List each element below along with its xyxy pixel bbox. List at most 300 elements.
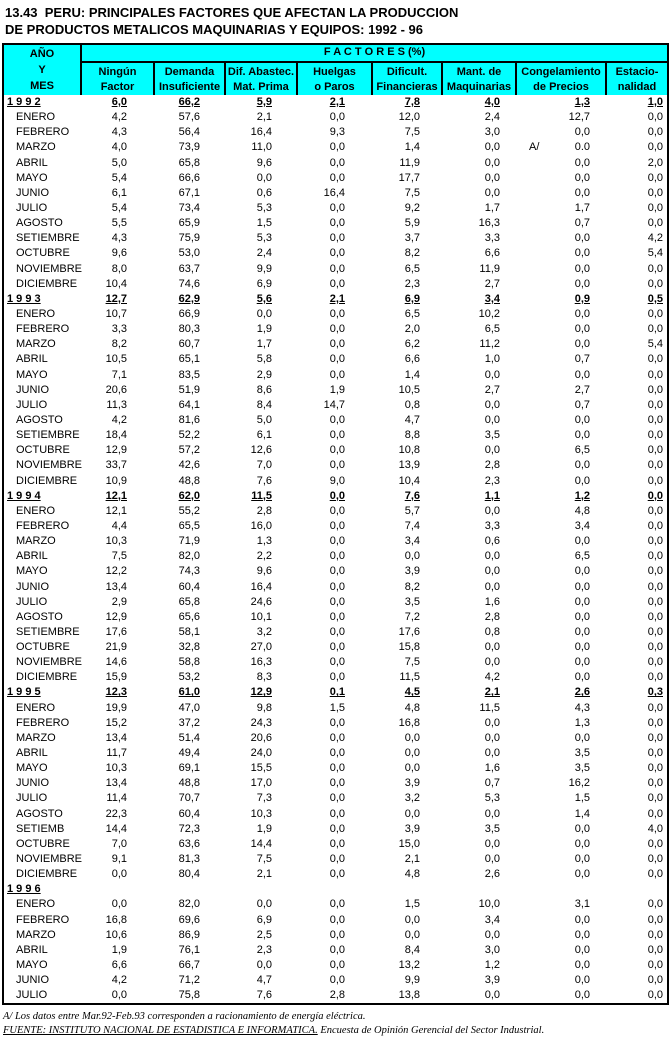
footnote-marker: A/ (529, 141, 540, 154)
value-cell: 0,0 (329, 262, 345, 275)
value-cell: 4,7 (404, 413, 420, 426)
value-cell: 6,6 (484, 247, 500, 260)
value-cell: 0,0 (404, 928, 420, 941)
value-cell: 7,6 (256, 474, 272, 487)
value-cell: 10,4 (398, 474, 420, 487)
value-cell: 0,0 (574, 277, 590, 290)
row-label: OCTUBRE (16, 247, 70, 260)
row-label: OCTUBRE (16, 837, 70, 850)
value-cell: 1,4 (574, 807, 590, 820)
value-cell: 7,5 (404, 656, 420, 669)
value-cell: 0,0 (647, 641, 663, 654)
row-label: NOVIEMBRE (16, 656, 82, 669)
value-cell: 6,2 (404, 338, 420, 351)
row-label: MARZO (16, 535, 56, 548)
value-cell: 8,0 (111, 262, 127, 275)
value-cell: 6,9 (256, 277, 272, 290)
value-cell: 2,4 (256, 247, 272, 260)
value-cell: 0,8 (404, 398, 420, 411)
value-cell: 4,2 (484, 671, 500, 684)
value-cell: 69,1 (178, 762, 200, 775)
value-cell: 5,4 (111, 171, 127, 184)
value-cell: 0,0 (484, 504, 500, 517)
value-cell: 2,8 (484, 459, 500, 472)
value-cell: 2,0 (647, 156, 663, 169)
value-cell: 86,9 (178, 928, 200, 941)
header-year-line: AÑO (29, 48, 55, 60)
value-cell: 0,0 (484, 413, 500, 426)
table-row (4, 776, 667, 791)
value-cell: 0,0 (329, 565, 345, 578)
value-cell: 4,2 (111, 413, 127, 426)
value-cell: 9,1 (111, 853, 127, 866)
row-label: MARZO (16, 141, 56, 154)
table-row (4, 655, 667, 670)
value-cell: 5,3 (256, 232, 272, 245)
value-cell: 66,7 (178, 959, 200, 972)
value-cell: 0,6 (484, 535, 500, 548)
table-row (4, 428, 667, 443)
value-cell: 5,4 (647, 247, 663, 260)
value-cell: 10,9 (105, 474, 127, 487)
value-cell: 0,0 (647, 459, 663, 472)
value-cell: 5,4 (647, 338, 663, 351)
table-row (4, 716, 667, 731)
value-cell: 0,0 (329, 429, 345, 442)
value-cell: 1,5 (256, 217, 272, 230)
row-label: 1 9 9 4 (7, 489, 41, 502)
value-cell: 3,3 (111, 323, 127, 336)
table-row (4, 140, 667, 155)
value-cell: 0,0 (111, 898, 127, 911)
value-cell: 7,1 (111, 368, 127, 381)
value-cell: 2,1 (404, 853, 420, 866)
value-cell: 0,0 (574, 474, 590, 487)
value-cell: 0,0 (256, 171, 272, 184)
table-row (4, 337, 667, 352)
value-cell: 0,0 (484, 656, 500, 669)
table-row (4, 761, 667, 776)
value-cell: 2,1 (329, 96, 345, 108)
row-label: NOVIEMBRE (16, 262, 82, 275)
value-cell: 0,0 (647, 974, 663, 987)
value-cell: 5,0 (256, 413, 272, 426)
value-cell: 0,0 (329, 913, 345, 926)
table-row (4, 807, 667, 822)
value-cell: 8,4 (256, 398, 272, 411)
table-title (0, 0, 671, 38)
value-cell: 69,6 (178, 913, 200, 926)
value-cell: 15,5 (250, 762, 272, 775)
value-cell: 0,0 (574, 989, 590, 1002)
value-cell: 51,9 (178, 383, 200, 396)
value-cell: 1,9 (256, 822, 272, 835)
value-cell: 1,2 (484, 959, 500, 972)
value-cell: 16,8 (105, 913, 127, 926)
value-cell: 10,5 (105, 353, 127, 366)
value-cell: 48,8 (178, 474, 200, 487)
value-cell: 49,4 (178, 747, 200, 760)
value-cell: 5,3 (484, 792, 500, 805)
value-cell: 48,8 (178, 777, 200, 790)
value-cell: 7,5 (256, 853, 272, 866)
value-cell: 0,0 (329, 368, 345, 381)
value-cell: 6,9 (256, 913, 272, 926)
value-cell: 7,5 (404, 126, 420, 139)
value-cell: 2,8 (484, 610, 500, 623)
value-cell: 0,0 (574, 610, 590, 623)
value-cell: 8,8 (404, 429, 420, 442)
table-header (4, 45, 667, 95)
value-cell: 0,0 (329, 171, 345, 184)
value-cell: 1,4 (404, 368, 420, 381)
value-cell: 0,0 (647, 807, 663, 820)
value-cell: 60,4 (178, 580, 200, 593)
header-column-4 (298, 63, 373, 95)
table-row (4, 701, 667, 716)
header-column-line: Demanda (164, 65, 215, 78)
value-cell: 10,0 (478, 898, 500, 911)
value-cell: 1,9 (329, 383, 345, 396)
value-cell: 33,7 (105, 459, 127, 472)
value-cell (517, 882, 607, 897)
value-cell: 0,0 (574, 868, 590, 881)
value-cell: 7,3 (256, 792, 272, 805)
value-cell: 12,1 (105, 489, 127, 502)
value-cell: 18,4 (105, 429, 127, 442)
title-line-2: DE PRODUCTOS METALICOS MAQUINARIAS Y EQUIPOS: 1992 - 96 (5, 22, 424, 37)
value-cell: 0,0 (647, 731, 663, 744)
table-row (4, 443, 667, 458)
value-cell: 3,4 (484, 292, 500, 305)
value-cell: 0,3 (647, 686, 663, 699)
table-row (4, 383, 667, 398)
row-label: JULIO (16, 398, 48, 411)
footnotes (3, 1010, 671, 1038)
table-row (4, 670, 667, 685)
value-cell: 83,5 (178, 368, 200, 381)
value-cell: 0,0 (647, 519, 663, 532)
value-cell: 10,1 (250, 610, 272, 623)
row-label: MARZO (16, 731, 56, 744)
value-cell: 9,6 (111, 247, 127, 260)
value-cell: 9,2 (404, 201, 420, 214)
value-cell: 0,0 (574, 928, 590, 941)
header-column-line: Congelamiento (521, 65, 601, 78)
value-cell: 16,3 (478, 217, 500, 230)
row-label: FEBRERO (16, 126, 70, 139)
value-cell: 0,0 (647, 762, 663, 775)
value-cell: 11,5 (399, 671, 420, 684)
value-cell: 10,3 (105, 762, 127, 775)
value-cell: 52,2 (178, 429, 200, 442)
value-cell: 0,0 (329, 519, 345, 532)
value-cell: 0,9 (574, 292, 590, 305)
table-row (4, 746, 667, 761)
value-cell: 0,0 (647, 307, 663, 320)
value-cell: 0,0 (647, 837, 663, 850)
value-cell (373, 882, 443, 897)
value-cell: 5,7 (404, 504, 420, 517)
value-cell: 56,4 (178, 126, 200, 139)
header-factors-group (82, 45, 667, 95)
value-cell: 15,0 (398, 837, 420, 850)
value-cell: 10,6 (105, 928, 127, 941)
value-cell: 0,0 (329, 943, 345, 956)
value-cell: 0,0 (404, 913, 420, 926)
value-cell (298, 882, 373, 897)
value-cell: 7,5 (404, 186, 420, 199)
value-cell: 0,0 (647, 853, 663, 866)
row-label: ABRIL (16, 943, 48, 956)
value-cell: 0,0 (329, 656, 345, 669)
row-label: ENERO (16, 701, 56, 714)
row-label: ENERO (16, 898, 56, 911)
value-cell: 0,0 (574, 595, 590, 608)
row-label: MARZO (16, 928, 56, 941)
value-cell: 1,2 (574, 489, 590, 502)
value-cell: 12,1 (105, 504, 127, 517)
table-row (4, 610, 667, 625)
value-cell: 1,5 (574, 792, 590, 805)
value-cell: 57,6 (178, 111, 200, 124)
value-cell: 0,0 (647, 580, 663, 593)
row-label: NOVIEMBRE (16, 853, 82, 866)
value-cell: 24,0 (250, 747, 272, 760)
table-row (4, 307, 667, 322)
value-cell: 8,4 (404, 943, 420, 956)
value-cell: 0,0 (329, 625, 345, 638)
value-cell: 6,1 (111, 186, 127, 199)
header-column-line: Dificult. (386, 65, 428, 78)
row-label: MAYO (16, 565, 48, 578)
value-cell: 3,9 (484, 974, 500, 987)
value-cell: 0,0 (647, 323, 663, 336)
table-row (4, 913, 667, 928)
value-cell: 21,9 (105, 641, 127, 654)
table-row (4, 95, 667, 110)
value-cell: 2,1 (256, 111, 272, 124)
value-cell: 1,5 (404, 898, 420, 911)
table-row (4, 549, 667, 564)
value-cell: 3,5 (484, 822, 500, 835)
table-row (4, 822, 667, 837)
value-cell: 5,0 (111, 156, 127, 169)
value-cell: 0,0 (574, 731, 590, 744)
value-cell: 12,9 (105, 444, 127, 457)
value-cell: 4,2 (647, 232, 663, 245)
table-row (4, 156, 667, 171)
value-cell: 0,0 (574, 671, 590, 684)
value-cell: 80,4 (178, 868, 200, 881)
value-cell: 16,4 (250, 126, 272, 139)
value-cell: 16,8 (398, 716, 420, 729)
row-label: MAYO (16, 959, 48, 972)
value-cell: 0,0 (574, 943, 590, 956)
statistics-table (2, 43, 669, 1005)
value-cell: 4,0 (647, 822, 663, 835)
value-cell: 3,2 (404, 792, 420, 805)
value-cell: 63,7 (178, 262, 200, 275)
value-cell: 6,6 (111, 959, 127, 972)
row-label: OCTUBRE (16, 641, 70, 654)
value-cell: 3,4 (404, 535, 420, 548)
value-cell: 0,0 (329, 716, 345, 729)
value-cell: 14,7 (323, 398, 345, 411)
value-cell: 1,7 (484, 201, 500, 214)
table-row (4, 201, 667, 216)
value-cell: 3,4 (484, 913, 500, 926)
row-label: FEBRERO (16, 716, 70, 729)
row-label: JULIO (16, 989, 48, 1002)
header-y-line: Y (38, 64, 46, 76)
value-cell: 9,3 (329, 126, 345, 139)
value-cell: 0,0 (484, 641, 500, 654)
value-cell: A/ 0.0 (517, 140, 607, 155)
value-cell: 0,0 (574, 837, 590, 850)
value-cell: 11,7 (106, 747, 127, 760)
table-row (4, 458, 667, 473)
value-cell: 1,6 (484, 762, 500, 775)
row-label: MAYO (16, 762, 48, 775)
value-cell: 12,7 (105, 292, 127, 305)
value-cell: 0,0 (647, 625, 663, 638)
value-cell: 0,0 (574, 913, 590, 926)
value-cell: 73,4 (178, 201, 200, 214)
value-cell: 0,0 (647, 565, 663, 578)
value-cell: 1,9 (256, 323, 272, 336)
value-cell: 13,9 (398, 459, 420, 472)
value-cell: 4,8 (404, 701, 420, 714)
value-cell: 5,6 (256, 292, 272, 305)
value-cell: 4,4 (111, 519, 127, 532)
table-row (4, 837, 667, 852)
row-label: FEBRERO (16, 323, 70, 336)
value-cell: 65,8 (178, 156, 200, 169)
value-cell: 0,0 (574, 323, 590, 336)
value-cell: 65,9 (178, 217, 200, 230)
value-cell: 76,1 (178, 943, 200, 956)
value-cell: 2,6 (574, 686, 590, 699)
table-row (4, 277, 667, 292)
value-cell: 0,0 (329, 974, 345, 987)
value-cell (443, 882, 517, 897)
value-cell: 3,9 (404, 822, 420, 835)
value-cell: 6,5 (404, 262, 420, 275)
value-cell: 81,6 (178, 413, 200, 426)
value-cell: 3,5 (574, 762, 590, 775)
value-cell: 0,0 (329, 413, 345, 426)
value-cell: 62,9 (178, 292, 200, 305)
table-row (4, 973, 667, 988)
value-cell: 4,5 (404, 686, 420, 699)
row-label: ABRIL (16, 747, 48, 760)
row-label: AGOSTO (16, 413, 63, 426)
value-cell: 1,3 (574, 716, 590, 729)
value-cell: 4,3 (111, 126, 127, 139)
row-label: MAYO (16, 368, 48, 381)
value-cell: 12,3 (105, 686, 127, 699)
value-cell: 0,0 (574, 368, 590, 381)
table-row (4, 928, 667, 943)
value-cell: 17,6 (398, 625, 420, 638)
value-cell: 5,3 (256, 201, 272, 214)
value-cell: 1,7 (256, 338, 272, 351)
value-cell: 12,9 (105, 610, 127, 623)
row-label: ENERO (16, 307, 56, 320)
table-row (4, 988, 667, 1003)
value-cell: 0,0 (647, 550, 663, 563)
value-cell: 0,0 (329, 307, 345, 320)
table-row (4, 231, 667, 246)
header-column-line: Dif. Abastec. (227, 65, 295, 78)
value-cell: 0,0 (404, 762, 420, 775)
value-cell: 0,0 (647, 898, 663, 911)
value-cell: 66,2 (178, 96, 200, 108)
table-row (4, 943, 667, 958)
value-cell (607, 882, 667, 897)
value-cell: 75,9 (178, 232, 200, 245)
value-cell: 42,6 (178, 459, 200, 472)
table-row (4, 474, 667, 489)
value-cell: 3,3 (484, 232, 500, 245)
value-cell: 0,0 (647, 171, 663, 184)
value-cell: 0,0 (574, 126, 590, 139)
value-cell: 0,0 (647, 701, 663, 714)
value-cell: 0,0 (574, 459, 590, 472)
value-cell: 0,0 (647, 595, 663, 608)
value-cell: 0,0 (404, 747, 420, 760)
value-cell: 0,0 (647, 201, 663, 214)
value-cell: 0,0 (329, 247, 345, 260)
value-cell: 0,0 (647, 383, 663, 396)
table-row (4, 110, 667, 125)
row-label: JUNIO (16, 186, 49, 199)
row-label: DICIEMBRE (16, 868, 78, 881)
value-cell: 0,0 (404, 807, 420, 820)
value-cell: 80,3 (178, 323, 200, 336)
value-cell: 9,9 (404, 974, 420, 987)
value-cell: 4,2 (111, 974, 127, 987)
value-cell: 27,0 (250, 641, 272, 654)
row-label: SETIEMBRE (16, 232, 80, 245)
value-cell: 66,9 (178, 307, 200, 320)
value-cell: 24,3 (250, 716, 272, 729)
value-cell: 0,0 (329, 610, 345, 623)
value-cell: 73,9 (178, 141, 200, 154)
table-row (4, 413, 667, 428)
table-row (4, 186, 667, 201)
value-cell: 0,0 (647, 141, 663, 154)
value-cell: 75,8 (178, 989, 200, 1002)
header-column-line: Estacio- (615, 65, 659, 78)
value-cell: 9,0 (329, 474, 345, 487)
value-cell: 11,3 (106, 398, 127, 411)
value-cell: 24,6 (250, 595, 272, 608)
value-cell: 14,4 (105, 822, 127, 835)
value-cell: 0,0 (647, 535, 663, 548)
value-cell: 1,4 (404, 141, 420, 154)
value-cell: 1,3 (256, 535, 272, 548)
value-cell: 0,7 (574, 353, 590, 366)
table-row (4, 958, 667, 973)
value-cell: 7,5 (111, 550, 127, 563)
header-column-line: Ningún (98, 65, 137, 78)
table-row (4, 625, 667, 640)
value-cell: 2,7 (574, 383, 590, 396)
value-cell: 0,6 (256, 186, 272, 199)
value-cell: 3,4 (574, 519, 590, 532)
